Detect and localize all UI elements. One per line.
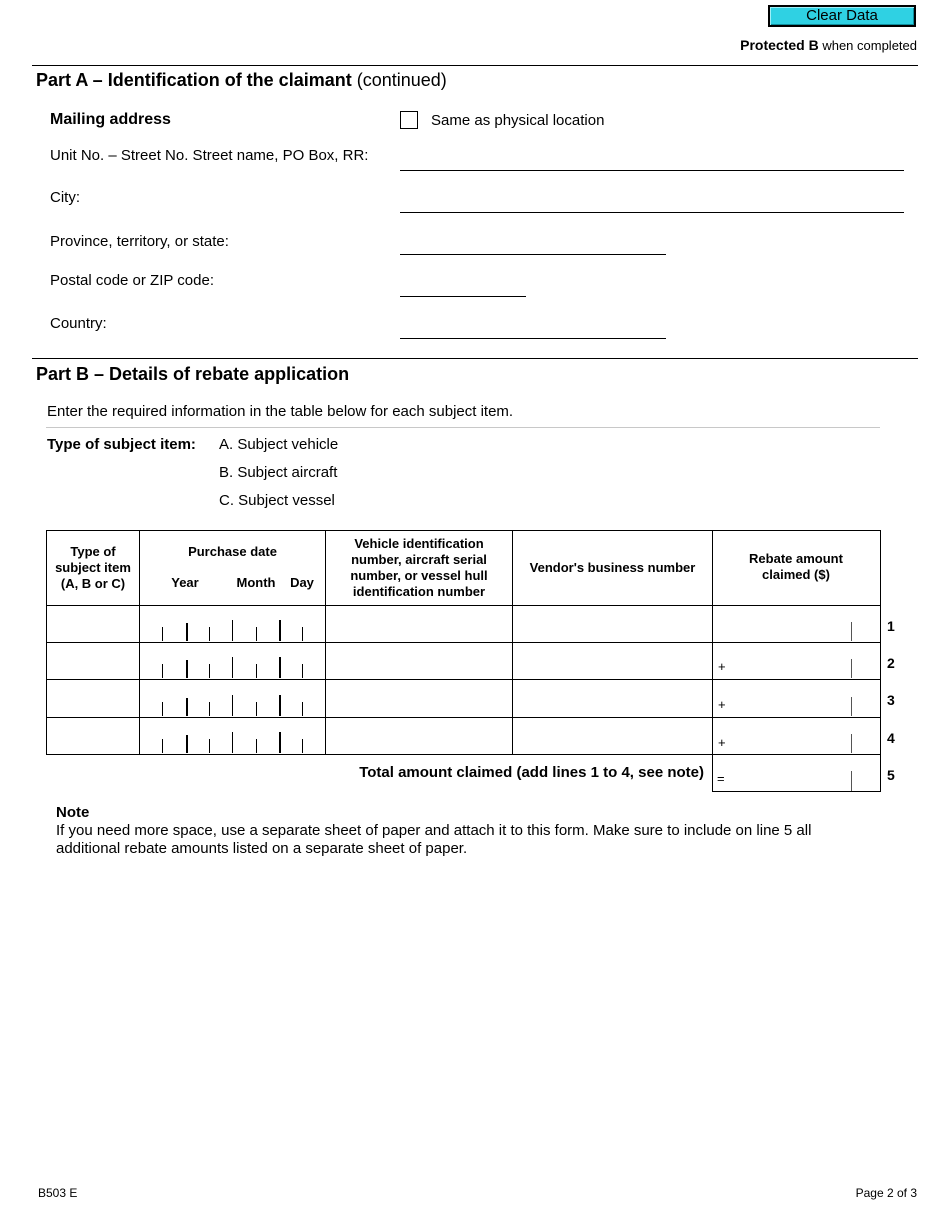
date-tick xyxy=(279,620,281,641)
mailing-address-heading: Mailing address xyxy=(50,111,171,128)
type-option-b: B. Subject aircraft xyxy=(219,464,338,481)
protected-b-label: Protected B xyxy=(740,37,819,53)
plus-operator: + xyxy=(718,659,726,674)
date-tick xyxy=(209,702,210,716)
row-2-id-cell[interactable] xyxy=(326,643,512,679)
header-month: Month xyxy=(236,575,276,590)
city-field[interactable] xyxy=(400,212,904,213)
city-label: City: xyxy=(50,189,80,206)
header-type: Type of subject item (A, B or C) xyxy=(55,544,131,591)
header-year: Year xyxy=(171,575,199,590)
row-4-type-cell[interactable] xyxy=(47,718,139,754)
protected-b-suffix: when completed xyxy=(822,38,917,53)
date-tick xyxy=(209,739,210,753)
header-day: Day xyxy=(290,575,314,590)
date-tick xyxy=(162,664,163,678)
date-tick xyxy=(302,627,303,641)
date-tick xyxy=(279,732,281,753)
date-tick xyxy=(232,695,233,716)
note-title: Note xyxy=(56,804,90,821)
row-2-rebate-cell[interactable] xyxy=(713,643,880,679)
cents-divider xyxy=(851,659,852,678)
part-b-instructions: Enter the required information in the table below for each subject item. xyxy=(47,403,514,420)
same-as-physical-checkbox[interactable] xyxy=(400,111,418,129)
divider xyxy=(32,65,918,66)
row-1-id-cell[interactable] xyxy=(326,606,512,642)
page-number: Page 2 of 3 xyxy=(855,1186,917,1200)
date-tick xyxy=(162,702,163,716)
row-1-vendor-cell[interactable] xyxy=(513,606,712,642)
date-tick xyxy=(256,664,257,678)
street-field[interactable] xyxy=(400,170,904,171)
date-tick xyxy=(256,739,257,753)
header-identification-number: Vehicle identification number, aircraft serial number, or vessel hull identification number xyxy=(350,536,488,599)
note-text: If you need more space, use a separate sheet of paper and attach it to this form. Make sure to include on line 5 all additional rebate amounts listed on a separate sheet of paper. xyxy=(56,822,812,857)
row-2-type-cell[interactable] xyxy=(47,643,139,679)
date-tick xyxy=(186,660,188,678)
part-a-title-text: Part A – Identification of the claimant xyxy=(36,70,352,90)
clear-data-button[interactable]: Clear Data xyxy=(768,5,916,27)
row-1-rebate-cell[interactable] xyxy=(713,606,880,642)
street-label: Unit No. – Street No. Street name, PO Box, RR: xyxy=(50,147,369,164)
date-tick xyxy=(232,732,233,753)
date-tick xyxy=(232,657,233,678)
row-4-id-cell[interactable] xyxy=(326,718,512,754)
date-tick xyxy=(302,702,303,716)
postal-field[interactable] xyxy=(400,296,526,297)
type-option-c: C. Subject vessel xyxy=(219,492,335,509)
date-tick xyxy=(186,698,188,716)
row-1-type-cell[interactable] xyxy=(47,606,139,642)
part-b-title: Part B – Details of rebate application xyxy=(36,364,350,384)
cents-divider xyxy=(851,771,852,791)
part-a-title xyxy=(36,70,447,91)
plus-operator: + xyxy=(718,735,726,750)
line-number-3: 3 xyxy=(887,692,895,708)
line-number-5: 5 xyxy=(887,767,895,783)
part-a-title-suffix: (continued) xyxy=(356,70,447,90)
plus-operator: + xyxy=(718,697,726,712)
row-4-vendor-cell[interactable] xyxy=(513,718,712,754)
province-label: Province, territory, or state: xyxy=(50,233,229,250)
type-option-a: A. Subject vehicle xyxy=(219,436,339,453)
line-number-4: 4 xyxy=(887,730,895,746)
date-tick xyxy=(209,664,210,678)
line-number-2: 2 xyxy=(887,655,895,671)
postal-label: Postal code or ZIP code: xyxy=(50,272,214,289)
row-4-rebate-cell[interactable] xyxy=(713,718,880,754)
date-tick xyxy=(209,627,210,641)
row-3-type-cell[interactable] xyxy=(47,680,139,717)
total-amount-field[interactable] xyxy=(712,754,881,792)
date-tick xyxy=(232,620,233,641)
row-3-vendor-cell[interactable] xyxy=(513,680,712,717)
date-tick xyxy=(256,702,257,716)
cents-divider xyxy=(851,622,852,641)
header-rebate-amount: Rebate amount claimed ($) xyxy=(749,551,843,582)
date-tick xyxy=(162,627,163,641)
divider xyxy=(46,427,880,428)
total-amount-label: Total amount claimed (add lines 1 to 4, see note) xyxy=(359,764,704,781)
row-3-id-cell[interactable] xyxy=(326,680,512,717)
same-as-physical-label: Same as physical location xyxy=(431,112,605,129)
date-tick xyxy=(186,623,188,641)
date-tick xyxy=(162,739,163,753)
province-field[interactable] xyxy=(400,254,666,255)
date-tick xyxy=(302,664,303,678)
cents-divider xyxy=(851,697,852,716)
date-tick xyxy=(256,627,257,641)
header-purchase-date: Purchase date xyxy=(188,544,277,559)
country-field[interactable] xyxy=(400,338,666,339)
date-tick xyxy=(279,657,281,678)
row-3-rebate-cell[interactable] xyxy=(713,680,880,717)
header-vendor-business-number: Vendor's business number xyxy=(529,560,696,575)
protected-b-notice xyxy=(740,37,917,53)
date-tick xyxy=(279,695,281,716)
date-tick xyxy=(302,739,303,753)
row-2-vendor-cell[interactable] xyxy=(513,643,712,679)
cents-divider xyxy=(851,734,852,753)
line-number-1: 1 xyxy=(887,618,895,634)
divider xyxy=(32,358,918,359)
form-id: B503 E xyxy=(38,1186,78,1200)
date-tick xyxy=(186,735,188,753)
equals-operator: = xyxy=(717,771,725,786)
country-label: Country: xyxy=(50,315,107,332)
type-of-subject-label: Type of subject item: xyxy=(47,436,196,453)
